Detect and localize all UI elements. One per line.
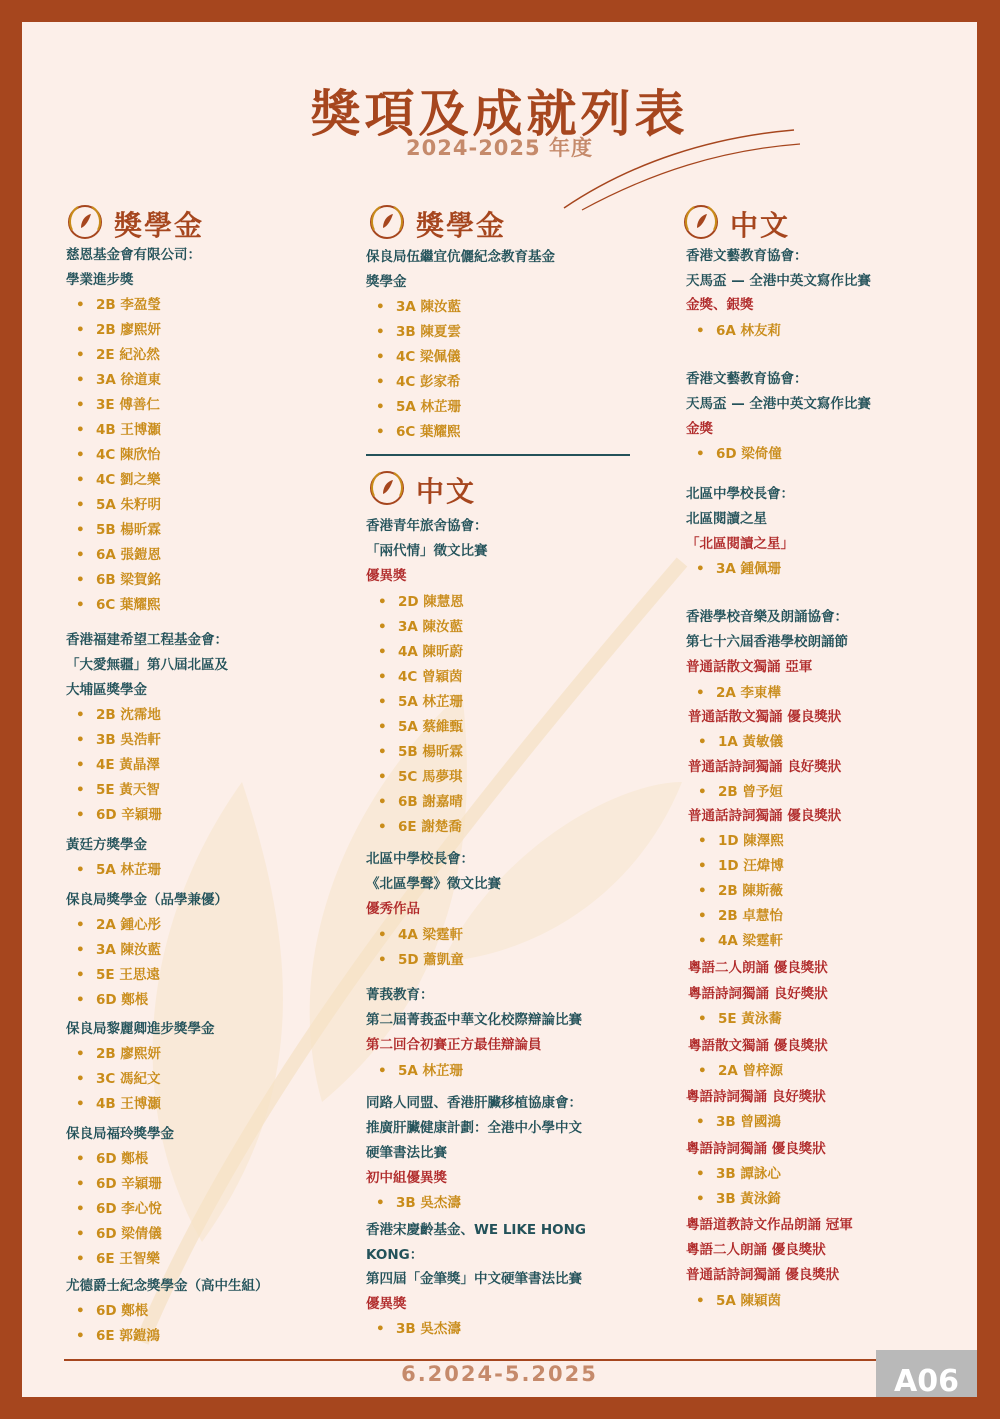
list-item: • 5A 朱籽明	[96, 496, 161, 514]
list-item: • 2A 李東樺	[716, 684, 781, 702]
list-item: • 5D 蕭凱童	[398, 951, 464, 969]
list-item: • 2A 曾梓源	[718, 1062, 783, 1080]
list-item: • 5A 林芷珊	[398, 1062, 463, 1080]
list-item: • 6E 郭鎧鴻	[96, 1327, 160, 1345]
award-page	[22, 22, 977, 1397]
list-item: • 6D 李心悅	[96, 1200, 162, 1218]
award-name: 學業進步獎	[66, 272, 134, 288]
organizer: 慈恩基金會有限公司：	[66, 247, 201, 263]
competition-name: 天馬盃 — 全港中英文寫作比賽	[686, 396, 871, 412]
list-item: • 3B 吳浩軒	[96, 731, 161, 749]
award-name: 保良局福玲獎學金	[66, 1126, 174, 1142]
award-level: 普通話詩詞獨誦 優良獎狀	[688, 808, 842, 824]
list-item: • 4C 梁佩儀	[396, 348, 461, 366]
list-item: • 3A 陳汝藍	[396, 298, 461, 316]
list-item: • 2B 廖熙妍	[96, 321, 161, 339]
competition-name: 第二屆菁莪盃中華文化校際辯論比賽	[366, 1012, 582, 1028]
competition-name: 第四屆「金筆獎」中文硬筆書法比賽	[366, 1271, 582, 1287]
organizer: 香港福建希望工程基金會：	[66, 632, 228, 648]
list-item: • 2E 紀沁然	[96, 346, 160, 364]
laurel-wreath-icon	[680, 202, 722, 242]
list-item: • 2B 曾予姮	[718, 783, 783, 801]
list-item: • 6A 林友莉	[716, 322, 781, 340]
list-item: • 4A 陳昕蔚	[398, 643, 463, 661]
award-name: 獎學金	[366, 274, 407, 290]
list-item: • 2B 廖熙妍	[96, 1045, 161, 1063]
competition-name: 「兩代情」徵文比賽	[366, 543, 488, 559]
award-level: 初中組優異獎	[366, 1170, 447, 1186]
laurel-wreath-icon	[366, 202, 408, 242]
list-item: • 3C 馮紀文	[96, 1070, 161, 1088]
award-level: 普通話詩詞獨誦 良好獎狀	[688, 759, 842, 775]
award-level: 優異獎	[366, 1296, 407, 1312]
list-item: • 5A 蔡維甄	[398, 718, 463, 736]
list-item: • 5A 林芷珊	[398, 693, 463, 711]
award-level: 金獎	[686, 421, 713, 437]
list-item: • 4E 黃晶澤	[96, 756, 160, 774]
list-item: • 6B 謝嘉晴	[398, 793, 463, 811]
list-item: • 6D 鄭棖	[96, 1302, 148, 1320]
organizer: 香港宋慶齡基金、WE LIKE HONG	[366, 1222, 586, 1238]
list-item: • 5E 黃天智	[96, 781, 160, 799]
list-item: • 3B 陳夏雲	[396, 323, 461, 341]
competition-name: 硬筆書法比賽	[366, 1145, 447, 1161]
list-item: • 2B 陳斯薇	[718, 882, 783, 900]
page-title: 獎項及成就列表	[310, 85, 689, 143]
list-item: • 4A 梁霆軒	[398, 926, 463, 944]
award-level: 粵語散文獨誦 優良獎狀	[688, 1038, 828, 1054]
organizer: 菁莪教育：	[366, 987, 434, 1003]
list-item: • 3B 黃泳錡	[716, 1190, 781, 1208]
list-item: • 3B 吳杰濤	[396, 1194, 461, 1212]
list-item: • 2B 卓慧怡	[718, 907, 783, 925]
award-level: 「北區閱讀之星」	[686, 536, 794, 552]
award-level: 粵語二人朗誦 優良獎狀	[688, 960, 828, 976]
competition-name: 推廣肝臟健康計劃：全港中小學中文	[366, 1120, 582, 1136]
list-item: • 2B 李盈瑩	[96, 296, 161, 314]
list-item: • 6D 鄭棖	[96, 991, 148, 1009]
list-item: • 1D 汪煒博	[718, 857, 784, 875]
list-item: • 3B 譚詠心	[716, 1165, 781, 1183]
page-subtitle: 2024-2025 年度	[406, 136, 593, 160]
page-code-badge	[876, 1350, 977, 1397]
organizer: 保良局伍繼宜伉儷紀念教育基金	[366, 249, 555, 265]
award-level: 粵語詩詞獨誦 良好獎狀	[688, 986, 828, 1002]
award-level: 粵語二人朗誦 優良獎狀	[686, 1242, 826, 1258]
list-item: • 4A 梁霆軒	[718, 932, 783, 950]
list-item: • 6D 鄭棖	[96, 1150, 148, 1168]
award-level: 普通話散文獨誦 亞軍	[686, 659, 813, 675]
list-item: • 3B 吳杰濤	[396, 1320, 461, 1338]
page-code-label: A06	[894, 1364, 959, 1397]
award-name: 「大愛無疆」第八屆北區及	[66, 657, 228, 673]
award-name: 尤德爵士紀念獎學金（高中生組）	[66, 1278, 269, 1294]
list-item: • 6A 張鎧恩	[96, 546, 161, 564]
list-item: • 3B 曾國鴻	[716, 1113, 781, 1131]
section-title: 中文	[730, 209, 791, 242]
footer-divider	[64, 1359, 904, 1361]
laurel-wreath-icon	[64, 202, 106, 242]
award-level: 普通話散文獨誦 優良獎狀	[688, 709, 842, 725]
competition-name: 《北區學聲》徵文比賽	[366, 876, 501, 892]
award-name: 保良局黎麗卿進步獎學金	[66, 1021, 215, 1037]
list-item: • 6C 葉耀熙	[396, 423, 461, 441]
list-item: • 5B 楊昕霖	[96, 521, 161, 539]
list-item: • 4C 彭家希	[396, 373, 461, 391]
list-item: • 6D 辛穎珊	[96, 806, 162, 824]
organizer: KONG：	[366, 1247, 424, 1263]
organizer: 北區中學校長會：	[366, 851, 474, 867]
list-item: • 3A 陳汝藍	[96, 941, 161, 959]
organizer: 同路人同盟、香港肝臟移植協康會：	[366, 1095, 582, 1111]
list-item: • 3E 傅善仁	[96, 396, 160, 414]
list-item: • 5A 林芷珊	[96, 861, 161, 879]
award-level: 金獎、銀獎	[686, 297, 754, 313]
list-item: • 2B 沈霈地	[96, 706, 161, 724]
award-level: 粵語詩詞獨誦 良好獎狀	[686, 1089, 826, 1105]
list-item: • 6D 梁倩儀	[96, 1225, 162, 1243]
list-item: • 3A 陳汝藍	[398, 618, 463, 636]
list-item: • 5E 黃泳蕎	[718, 1010, 782, 1028]
list-item: • 3A 鍾佩珊	[716, 560, 781, 578]
organizer: 香港文藝教育協會：	[686, 371, 808, 387]
list-item: • 6E 王智樂	[96, 1250, 160, 1268]
organizer: 香港學校音樂及朗誦協會：	[686, 609, 848, 625]
list-item: • 5C 馬夢琪	[398, 768, 463, 786]
list-item: • 3A 徐道東	[96, 371, 161, 389]
list-item: • 4C 劉之樂	[96, 471, 161, 489]
award-name: 黃廷方獎學金	[66, 837, 147, 853]
section-title: 獎學金	[114, 209, 205, 242]
list-item: • 4B 王博灝	[96, 1095, 161, 1113]
award-level: 第二回合初賽正方最佳辯論員	[366, 1037, 542, 1053]
list-item: • 5A 陳穎茵	[716, 1292, 781, 1310]
list-item: • 6C 葉耀熙	[96, 596, 161, 614]
decorative-swoosh-icon	[562, 112, 802, 212]
list-item: • 6D 梁倚僮	[716, 445, 782, 463]
list-item: • 1D 陳澤熙	[718, 832, 784, 850]
laurel-wreath-icon	[366, 468, 408, 508]
list-item: • 4C 曾穎茵	[398, 668, 463, 686]
organizer: 香港青年旅舍協會：	[366, 518, 488, 534]
competition-name: 北區閱讀之星	[686, 511, 767, 527]
section-divider	[366, 454, 630, 456]
list-item: • 6D 辛穎珊	[96, 1175, 162, 1193]
list-item: • 2D 陳慧恩	[398, 593, 464, 611]
organizer: 北區中學校長會：	[686, 486, 794, 502]
competition-name: 天馬盃 — 全港中英文寫作比賽	[686, 273, 871, 289]
award-level: 粵語道教詩文作品朗誦 冠軍	[686, 1217, 853, 1233]
award-name: 大埔區獎學金	[66, 682, 147, 698]
list-item: • 2A 鍾心彤	[96, 916, 161, 934]
list-item: • 6E 謝楚喬	[398, 818, 462, 836]
list-item: • 6B 梁賀銘	[96, 571, 161, 589]
section-heading-chinese	[680, 202, 930, 242]
award-level: 普通話詩詞獨誦 優良獎狀	[686, 1267, 840, 1283]
list-item: • 5E 王思遠	[96, 966, 160, 984]
section-title: 獎學金	[416, 209, 507, 242]
award-name: 保良局獎學金（品學兼優）	[66, 892, 228, 908]
footer-date-range: 6.2024-5.2025	[401, 1362, 598, 1386]
list-item: • 1A 黃敏儀	[718, 733, 783, 751]
award-level: 粵語詩詞獨誦 優良獎狀	[686, 1141, 826, 1157]
list-item: • 5A 林芷珊	[396, 398, 461, 416]
section-heading-scholarship	[64, 202, 314, 242]
section-title: 中文	[416, 475, 477, 508]
award-level: 優秀作品	[366, 901, 420, 917]
list-item: • 5B 楊昕霖	[398, 743, 463, 761]
competition-name: 第七十六屆香港學校朗誦節	[686, 634, 848, 650]
organizer: 香港文藝教育協會：	[686, 248, 808, 264]
section-heading-chinese	[366, 468, 616, 508]
award-level: 優異獎	[366, 568, 407, 584]
list-item: • 4B 王博灝	[96, 421, 161, 439]
section-heading-scholarship	[366, 202, 616, 242]
list-item: • 4C 陳欣怡	[96, 446, 161, 464]
